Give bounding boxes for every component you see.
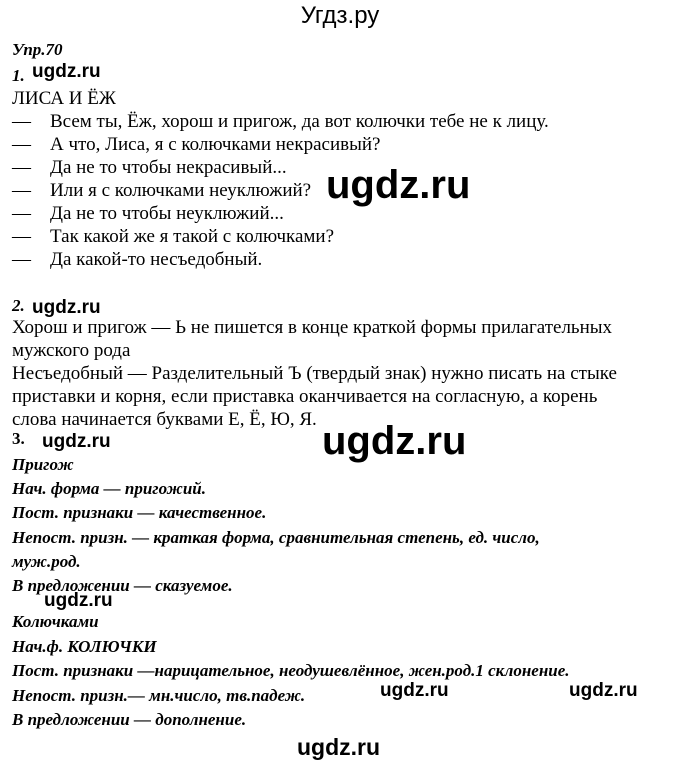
text-line: приставки и корня, если приставка оканчивается на согласную, а корень: [12, 386, 598, 407]
text-line: муж.род.: [12, 551, 81, 571]
text-line: Несъедобный — Разделительный Ъ (твердый знак) нужно писать на стыке: [12, 363, 617, 384]
part3-block1: [12, 453, 540, 598]
text-line: В предложении — сказуемое.: [12, 576, 233, 596]
text-line: Нач.ф. КОЛЮЧКИ: [12, 636, 157, 656]
dash: —: [12, 157, 31, 178]
text-line: мужского рода: [12, 340, 131, 361]
dialogue-line: [12, 225, 549, 248]
dialogue-text: Всем ты, Ёж, хорош и пригож, да вот колючки тебе не к лицу.: [50, 111, 549, 132]
text-line: Непост. призн. — краткая форма, сравнительная степень, ед. число,: [12, 527, 540, 547]
part1-title: ЛИСА И ЁЖ: [12, 88, 116, 109]
dialogue-text: Так какой же я такой с колючками?: [50, 226, 335, 247]
part3-number: 3.: [12, 429, 25, 448]
text-line: В предложении — дополнение.: [12, 710, 247, 729]
text-line: Нач. форма — пригожий.: [12, 479, 206, 499]
text-line: Пост. признаки — качественное.: [12, 503, 267, 523]
part2-number: 2.: [12, 296, 25, 315]
site-title[interactable]: Угдз.ру: [300, 2, 380, 29]
watermark-large: ugdz.ru: [322, 419, 467, 463]
text-line: Непост. призн.— мн.число, тв.падеж.: [12, 685, 306, 705]
watermark-footer: ugdz.ru: [297, 734, 381, 760]
watermark-small: ugdz.ru: [32, 297, 101, 318]
dash: —: [12, 134, 31, 155]
dialogue-text: Да не то чтобы некрасивый...: [50, 157, 287, 178]
watermark-large: ugdz.ru: [326, 163, 471, 207]
dialogue-line: [12, 110, 549, 133]
watermark-small: ugdz.ru: [44, 590, 113, 611]
part3-block2: [12, 610, 570, 733]
dash: —: [12, 203, 31, 224]
dialogue-line: [12, 133, 549, 156]
text-line: Колючками: [12, 612, 99, 631]
dialogue-line: [12, 248, 549, 271]
dash: —: [12, 249, 31, 270]
dialogue-text: Да какой-то несъедобный.: [50, 249, 263, 270]
watermark-small: ugdz.ru: [32, 61, 101, 82]
watermark-small: ugdz.ru: [569, 680, 638, 701]
text-line: слова начинается буквами Е, Ё, Ю, Я.: [12, 409, 317, 430]
exercise-label: Упр.70: [12, 40, 63, 59]
text-line: Хорош и пригож — Ь не пишется в конце краткой формы прилагательных: [12, 317, 613, 338]
dialogue-text: Да не то чтобы неуклюжий...: [50, 203, 284, 224]
dash: —: [12, 226, 31, 247]
text-line: Пост. признаки —нарицательное, неодушевлённое, жен.род.1 склонение.: [12, 661, 570, 680]
watermark-small: ugdz.ru: [380, 680, 449, 701]
dialogue-text: Или я с колючками неуклюжий?: [50, 180, 312, 201]
dash: —: [12, 111, 31, 132]
part1-number: 1.: [12, 66, 25, 85]
watermark-small: ugdz.ru: [42, 431, 111, 452]
dialogue-text: А что, Лиса, я с колючками некрасивый?: [50, 134, 381, 155]
part2-text: [12, 316, 617, 431]
dash: —: [12, 180, 31, 201]
text-line: Пригож: [12, 455, 74, 474]
